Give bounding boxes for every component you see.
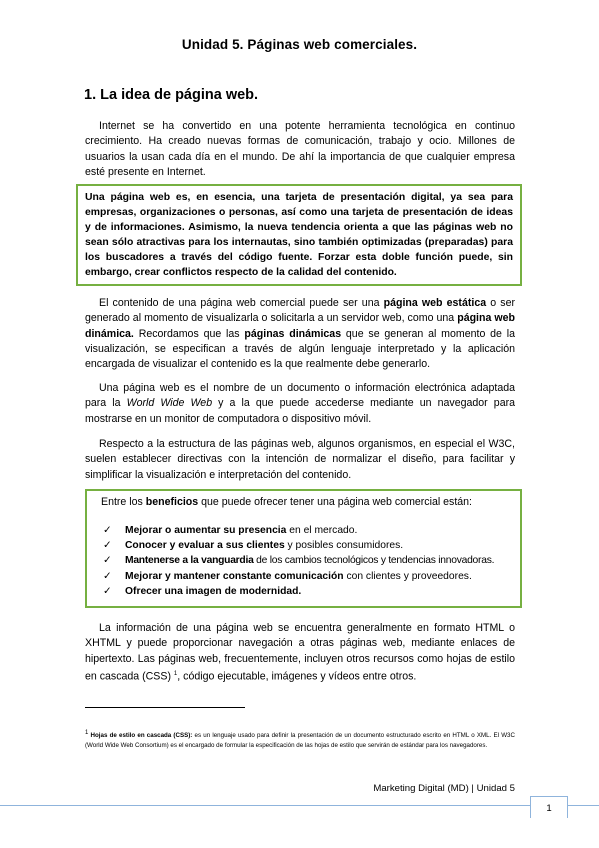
benefit-bold: Ofrecer una imagen de modernidad. — [125, 585, 302, 597]
list-item — [103, 538, 494, 553]
definition-paragraph — [85, 381, 515, 427]
list-item — [103, 569, 494, 584]
checkmark-icon: ✓ — [103, 585, 112, 597]
footer-divider — [0, 805, 530, 806]
content-text-4: que se generan al momento de la visualización, se especifican a través de algún lenguaje interpretado y la aplicación encargada de visualizar el contenido es la que realmente debe generarlo. — [85, 327, 515, 371]
content-bold-static: página web estática — [383, 297, 487, 309]
benefits-intro-bold: beneficios — [145, 496, 199, 508]
html-paragraph — [85, 621, 515, 685]
benefit-bold: Mejorar o aumentar su presencia — [125, 525, 287, 536]
benefit-bold: Mejorar y mantener constante comunicación — [125, 570, 344, 582]
definition-callout-text: Una página web es, en esencia, una tarjeta de presentación digital, ya sea para empresas, organizaciones o personas, así como una tarjeta de presentación de ideas y de informaciones. Asimismo, la nueva tendencia orienta a que las páginas web no sean sólo atractivas para los internautas, sino también optimizadas (preparadas) para los buscadores a través del código fuente. Forzar esta doble función puede, sin embargo, crear conflictos respecto de la calidad del contenido. — [85, 192, 513, 279]
document-title: Unidad 5. Páginas web comerciales. — [181, 37, 418, 52]
checkmark-icon: ✓ — [103, 570, 112, 582]
content-text-3: Recordamos que las — [133, 327, 245, 340]
content-text-1: El contenido de una página web comercial puede ser una — [99, 297, 384, 309]
benefit-text: en el mercado. — [286, 525, 358, 536]
content-paragraph — [85, 296, 515, 372]
benefit-text: de los cambios tecnológicos y tendencias innovadoras. — [253, 555, 495, 567]
footer-divider-right — [568, 805, 599, 806]
footer-label: Marketing Digital (MD) | Unidad 5 — [373, 783, 515, 794]
structure-paragraph-text: Respecto a la estructura de las páginas web, algunos organismos, en especial el W3C, suelen establecer directivas con la intención de normalizar el diseño, para facilitar y simplificar la visualización e interpretación del contenido. — [85, 438, 515, 481]
content-bold-dynamic-pages: páginas dinámicas — [244, 327, 342, 340]
structure-paragraph — [85, 437, 515, 483]
benefit-bold: Mantenerse a la vanguardia — [125, 555, 254, 567]
definition-text-1: Una página web es el nombre de un documento o información electrónica adaptada para la — [85, 382, 515, 410]
benefit-text: con clientes y proveedores. — [343, 570, 472, 582]
list-item — [103, 584, 494, 599]
definition-italic-www: World Wide Web — [126, 397, 213, 410]
list-item — [103, 553, 494, 568]
benefits-intro-text-1: Entre los — [101, 496, 146, 508]
content-bold-dynamic: página web dinámica. — [85, 312, 515, 340]
benefits-box — [85, 489, 522, 608]
footnote-text: es un lenguaje usado para definir la presentación de un documento estructurado escrito en HTML o XML. El W3C (World Wide Web Consortium) es el encargado de formular la especificación de las hojas de estilo que servirán de estándar para los navegadores. — [85, 732, 515, 750]
definition-callout-box — [76, 184, 522, 286]
benefits-intro-text-2: que puede ofrecer tener una página web comercial están: — [198, 496, 473, 508]
benefit-bold: Conocer y evaluar a sus clientes — [125, 540, 285, 552]
footnote-marker: 1 — [85, 730, 89, 736]
checkmark-icon: ✓ — [103, 540, 112, 552]
html-text-1: La información de una página web se encuentra generalmente en formato HTML o XHTML y puede proporcionar navegación a otras páginas web, mediante enlaces de hipertexto. Las páginas web, frecuentemente, incluyen otros recursos como hojas de estilo en cascada (CSS) — [85, 622, 515, 683]
footnote-divider — [85, 707, 245, 708]
benefit-text: y posibles consumidores. — [284, 540, 404, 552]
section-heading: 1. La idea de página web. — [84, 87, 259, 103]
checkmark-icon: ✓ — [103, 555, 112, 567]
footnote — [85, 728, 515, 751]
benefits-intro — [101, 495, 472, 510]
page-number: 1 — [530, 796, 568, 818]
intro-paragraph-text: Internet se ha convertido en una potente herramienta tecnológica en continuo crecimiento. Ha creado nuevas formas de comunicación, trabajo y ocio. Millones de usuarios la usan cada día en el mundo. De ahí la importancia de que cualquier empresa esté presente en Internet. — [85, 120, 515, 178]
footnote-term: Hojas de estilo en cascada (CSS): — [90, 732, 193, 740]
definition-text-2: y a la que puede accederse mediante un navegador para mostrarse en un monitor de computadora o dispositivo móvil. — [85, 397, 516, 425]
html-text-2: , código ejecutable, imágenes y vídeos entre otros. — [177, 670, 417, 683]
list-item — [103, 523, 494, 538]
checkmark-icon: ✓ — [103, 525, 112, 536]
footnote-reference[interactable]: 1 — [173, 670, 178, 677]
intro-paragraph — [85, 119, 515, 180]
benefits-list — [103, 523, 494, 599]
content-text-2: o ser generado al momento de visualizarla o solicitarla a un servidor web, como una — [85, 297, 515, 325]
